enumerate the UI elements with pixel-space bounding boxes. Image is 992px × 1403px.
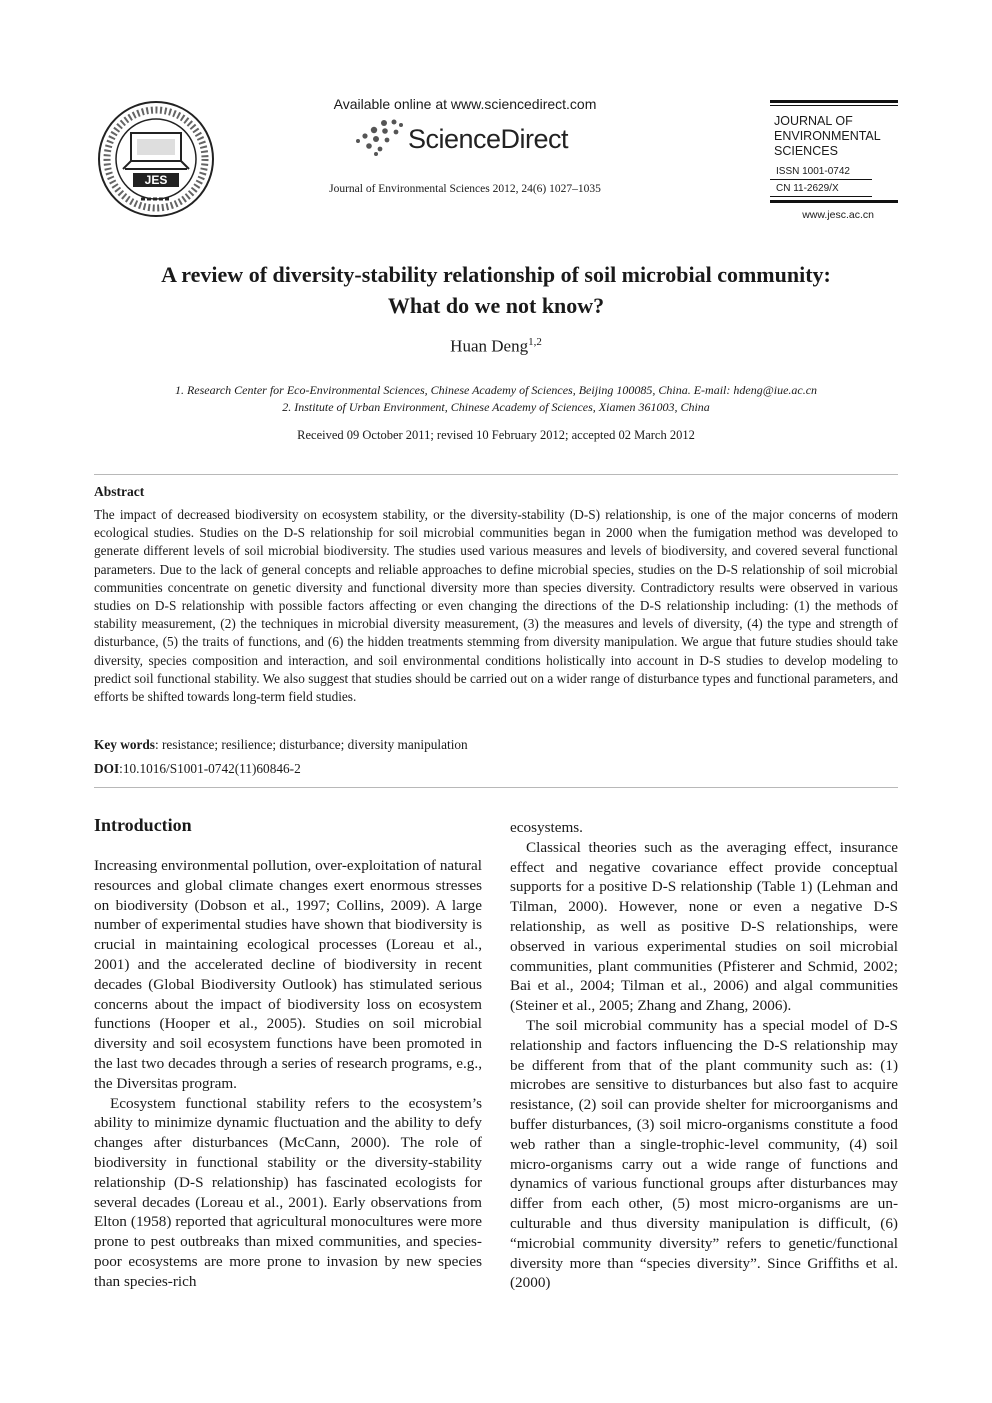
keywords — [94, 737, 898, 753]
journal-name-line: SCIENCES — [774, 144, 838, 158]
affiliation: 2. Institute of Urban Environment, Chinese Academy of Sciences, Xiamen 361003, China — [282, 400, 710, 414]
abstract-heading: Abstract — [94, 484, 145, 499]
journal-name-line: ENVIRONMENTAL — [774, 129, 881, 143]
paragraph: The soil microbial community has a special model of D-S relationship and factors influencing the D-S relationship may be different from that of the plant community such as: (1) microbes are sensitive to disturbances but also fast to acquire resistance, (2) soil can provide shelter for microorganisms and buffer disturbances, (3) soil micro-organisms constitute a food web rather than a single-trophic-level community, (4) soil micro-organisms carry out a wide range of functions and dynamics of various functional groups after disturbances may differ from each other, (5) most micro-organisms are un-culturable and thus diversity manipulation is difficult, (6) “microbial community diversity” refers to genetic/functional diversity more than “species diversity”. Since Griffiths et al. (2000) — [510, 1016, 898, 1292]
paragraph: Ecosystem functional stability refers to the ecosystem’s ability to minimize dynamic fluctuation and the ability to defy changes after disturbances (McCann, 2000). The role of biodiversity in functional stability or the diversity-stability relationship (D-S relationship) has fascinated ecologists for several decades (Loreau et al., 2001). Early observations from Elton (1958) reported that agricultural monocultures were more prone to pest outbreaks than mixed communities, and species-poor ecosystems are more prone to invasion by new species than species-rich — [94, 1094, 482, 1290]
journal-seal-logo — [93, 99, 219, 219]
available-online-text: Available online at www.sciencedirect.com — [333, 96, 597, 112]
issn: ISSN 1001-0742 — [770, 163, 872, 180]
author-affiliation-marks: 1,2 — [528, 336, 542, 348]
divider — [94, 787, 898, 788]
doi — [94, 761, 898, 777]
right-column — [510, 818, 898, 1293]
article-dates: Received 09 October 2011; revised 10 February 2012; accepted 02 March 2012 — [297, 428, 695, 442]
paragraph: ecosystems. — [510, 819, 583, 836]
author-name: Huan Deng — [450, 336, 529, 356]
doi-label: DOI — [94, 761, 120, 776]
journal-info-box — [770, 100, 898, 221]
sciencedirect-dots-icon — [354, 118, 404, 156]
paragraph: Increasing environmental pollution, over-exploitation of natural resources and global climate changes exert enormous stresses on biodiversity (Dobson et al., 1997; Collins, 2009). A large number of experimental studies have shown that biodiversity is crucial in maintaining ecological processes (Loreau et al., 2001) and the accelerated decline of biodiversity in recent decades (Global Biodiversity Outlook) has stimulated serious concerns about the impact of biodiversity loss on ecosystem functions (Hooper et al., 2005). Studies on soil microbial diversity and soil ecosystem functions have been promoted in the last two decades through a series of research programs, e.g., the Diversitas program. — [94, 857, 482, 1092]
title-line: A review of diversity-stability relationship of soil microbial community: — [161, 262, 831, 287]
cn-number: CN 11-2629/X — [770, 180, 872, 197]
rule — [770, 200, 898, 203]
left-column — [94, 856, 482, 1292]
journal-name-line: JOURNAL OF — [774, 114, 853, 128]
author — [300, 336, 692, 357]
affiliations — [80, 382, 912, 416]
title-line: What do we not know? — [387, 293, 605, 318]
journal-website-link[interactable]: www.jesc.ac.cn — [802, 209, 874, 221]
rule — [770, 105, 898, 106]
paragraph: Classical theories such as the averaging effect, insurance effect and negative covariance effect provide conceptual supports for a positive D-S relationship (Table 1) (Lehman and Tilman, 2000). However, none or even a negative D-S relationship, as well as positive D-S relationships, were observed in various experimental studies on soil microbial communities, plant communities (Pfisterer and Schmid, 2002; Bai et al., 2004; Tilman et al., 2006) and algal communities (Steiner et al., 2005; Zhang and Zhang, 2006). — [510, 838, 898, 1015]
divider — [94, 474, 898, 475]
keywords-list: : resistance; resilience; disturbance; diversity manipulation — [154, 737, 468, 752]
sciencedirect-wordmark: ScienceDirect — [408, 124, 569, 154]
article-title — [60, 259, 932, 321]
abstract-text: The impact of decreased biodiversity on ecosystem stability, or the diversity-stability (D-S) relationship, is one of the major concerns of modern ecological studies. Studies on the D-S relationship for soil microbial communities began in 2000 when the fumigation method was developed to generate different levels of soil microbial biodiversity. The studies used various measures and levels of biodiversity, and covered several functional parameters. Due to the lack of general concepts and reliable approaches to define microbial species, studies on the D-S relationship of soil microbial communities concentrate on genetic diversity and functional diversity more than species diversity. Contradictory results were observed in various studies on D-S relationship with possible factors affecting or even changing the directions of the D-S relationship including: (1) the methods of stability measurement, (2) the techniques in microbial diversity measurement, (3) the measures and levels of diversity, (4) the type and strength of disturbance, (5) the traits of functions, and (6) the hidden treatments stemming from diversity manipulation. We argue that future studies should take diversity, species composition and interaction, and soil environmental conditions holistically into account in D-S studies to develop modeling to predict soil functional stability. We also suggest that studies should be carried out on a wider range of disturbance types and functional parameters, and efforts be shifted towards long-term field studies. — [94, 507, 898, 705]
keywords-label: Key words — [94, 737, 155, 752]
doi-value[interactable]: :10.1016/S1001-0742(11)60846-2 — [119, 761, 301, 776]
journal-citation: Journal of Environmental Sciences 2012, 24(6) 1027–1035 — [329, 183, 601, 195]
logo-abbrev: JES — [144, 173, 168, 187]
journal-name — [774, 114, 898, 159]
affiliation: 1. Research Center for Eco-Environmental Sciences, Chinese Academy of Sciences, Beijing 100085, China. E-mail: hdeng@iue.ac.cn — [174, 383, 818, 397]
section-heading-introduction: Introduction — [94, 815, 192, 835]
